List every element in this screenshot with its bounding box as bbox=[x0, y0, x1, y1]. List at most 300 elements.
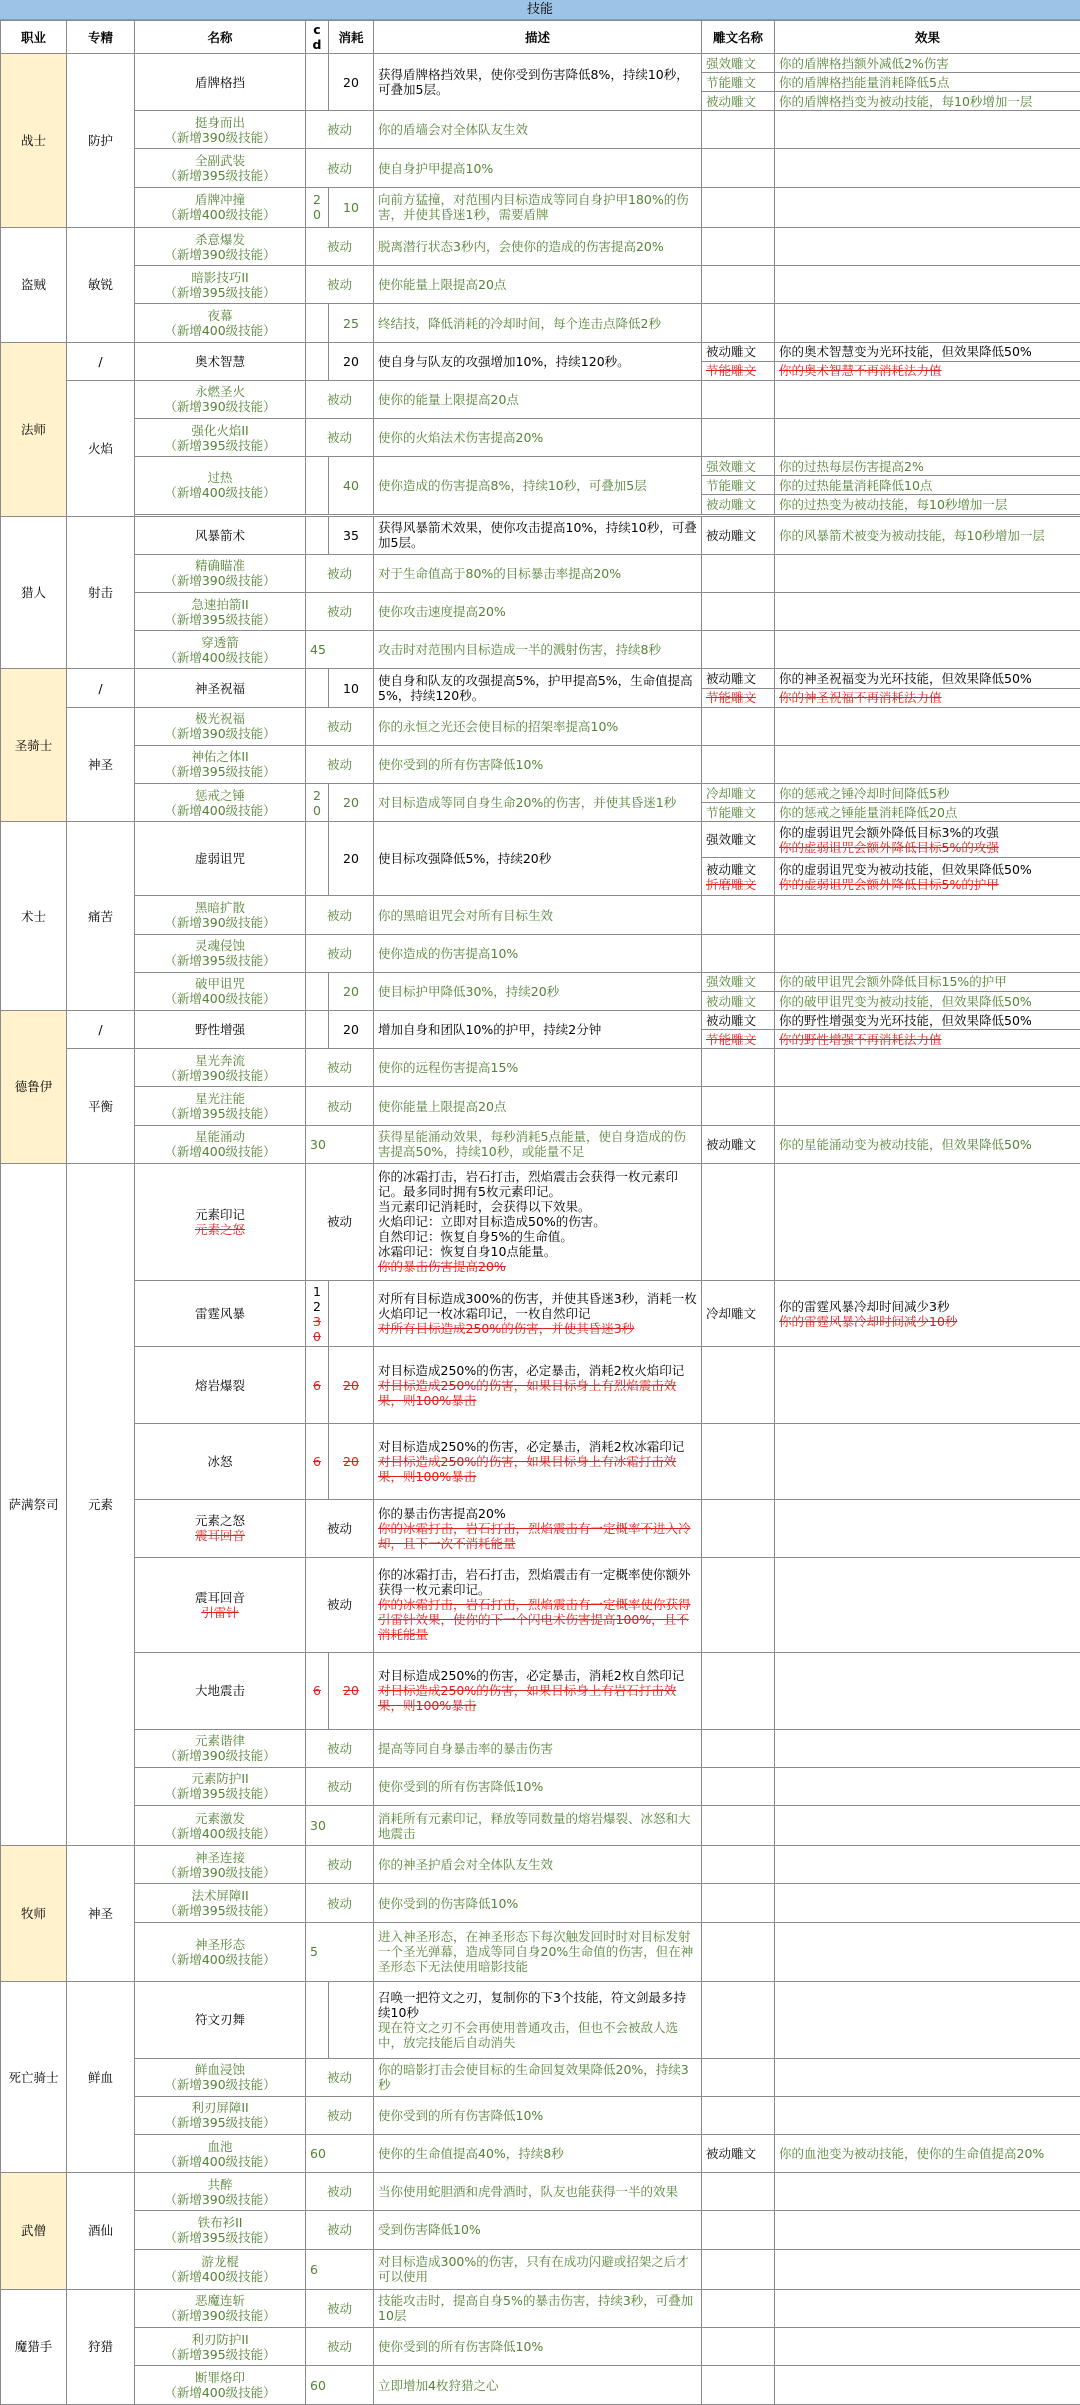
glyph-name bbox=[702, 593, 775, 631]
skill-name: 全副武装 （新增395级技能） bbox=[135, 149, 306, 187]
glyph-effect bbox=[775, 593, 1080, 631]
glyph-name: 被动雕文 折磨雕文 bbox=[702, 858, 775, 896]
cost-cell: 10 bbox=[329, 187, 374, 227]
table-row bbox=[1, 1163, 1080, 1280]
cd-cell bbox=[306, 342, 329, 380]
passive-cell: 被动 bbox=[306, 2096, 374, 2134]
glyph-effect: 你的神圣祝福不再消耗法力值 bbox=[775, 688, 1080, 707]
skill-name: 神圣祝福 bbox=[135, 669, 306, 707]
skill-name: 虚弱诅咒 bbox=[135, 822, 306, 896]
skill-name: 元素防护II （新增395级技能） bbox=[135, 1767, 306, 1805]
cost-cell: 20 bbox=[329, 784, 374, 822]
glyph-effect: 你的奥术智慧不再消耗法力值 bbox=[775, 361, 1080, 380]
glyph-effect bbox=[775, 2366, 1080, 2405]
spec-cell: 鲜血 bbox=[67, 1982, 135, 2173]
glyph-effect bbox=[775, 707, 1080, 745]
class-cell: 牧师 bbox=[1, 1846, 67, 1982]
skill-desc: 进入神圣形态，在神圣形态下每次触发回时时对目标发射一个圣光弹幕，造成等同自身20%生命值的伤害，但在神圣形态下无法使用暗影技能 bbox=[374, 1922, 702, 1981]
table-row bbox=[1, 1500, 1080, 1557]
glyph-name bbox=[702, 934, 775, 972]
glyph-name bbox=[702, 266, 775, 304]
class-cell: 法师 bbox=[1, 342, 67, 516]
cd-cell: 5 bbox=[306, 1922, 374, 1981]
glyph-name: 冷却雕文 bbox=[702, 1280, 775, 1347]
passive-cell: 被动 bbox=[306, 2211, 374, 2249]
skill-name: 永燃圣火 （新增390级技能） bbox=[135, 380, 306, 418]
class-cell: 武僧 bbox=[1, 2173, 67, 2290]
glyph-effect bbox=[775, 419, 1080, 457]
skill-desc: 使你受到的伤害降低10% bbox=[374, 1884, 702, 1922]
glyph-name: 被动雕文 bbox=[702, 2134, 775, 2172]
table-row bbox=[1, 2211, 1080, 2249]
skill-desc: 使你的火焰法术伤害提高20% bbox=[374, 419, 702, 457]
glyph-name bbox=[702, 745, 775, 783]
skill-desc: 召唤一把符文之刃，复制你的下3个技能，符文剑最多持续10秒 现在符文之刃不会再使用普通攻击，但也不会被敌人选中，放完技能后自动消失 bbox=[374, 1982, 702, 2058]
table-row bbox=[1, 2289, 1080, 2327]
glyph-effect: 你的惩戒之锤能量消耗降低20点 bbox=[775, 803, 1080, 822]
skill-name: 熔岩爆裂 bbox=[135, 1347, 306, 1423]
glyph-name bbox=[702, 1087, 775, 1125]
skill-name: 黑暗扩散 （新增390级技能） bbox=[135, 896, 306, 934]
skill-name: 利刃防护II （新增395级技能） bbox=[135, 2328, 306, 2366]
skill-desc: 使你攻击速度提高20% bbox=[374, 593, 702, 631]
spec-cell: 神圣 bbox=[67, 707, 135, 822]
glyph-name bbox=[702, 228, 775, 266]
passive-cell: 被动 bbox=[306, 1087, 374, 1125]
table-row bbox=[1, 342, 1080, 361]
table-row bbox=[1, 593, 1080, 631]
glyph-name: 被动雕文 bbox=[702, 92, 775, 111]
passive-cell: 被动 bbox=[306, 149, 374, 187]
cd-cell: 45 bbox=[306, 631, 374, 669]
skill-desc: 使自身和队友的攻强提高5%，护甲提高5%，生命值提高5%，持续120秒。 bbox=[374, 669, 702, 707]
glyph-effect: 你的星能涌动变为被动技能，但效果降低50% bbox=[775, 1125, 1080, 1163]
skill-desc: 使你造成的伤害提高10% bbox=[374, 934, 702, 972]
skill-name: 穿透箭 （新增400级技能） bbox=[135, 631, 306, 669]
glyph-effect: 你的野性增强变为光环技能，但效果降低50% bbox=[775, 1011, 1080, 1030]
skill-desc: 你的冰霜打击，岩石打击，烈焰震击有一定概率使你额外获得一枚元素印记。 你的冰霜打击，岩石打击，烈焰震击有一定概率使你获得引雷针效果，使你的下一个闪电术伤害提高100%，且不消耗能量 bbox=[374, 1557, 702, 1653]
skill-name: 断罪烙印 （新增400级技能） bbox=[135, 2366, 306, 2405]
glyph-name: 强效雕文 bbox=[702, 972, 775, 991]
cd-cell bbox=[306, 1982, 329, 2058]
class-cell: 死亡骑士 bbox=[1, 1982, 67, 2173]
spec-cell: 元素 bbox=[67, 1163, 135, 1845]
glyph-effect bbox=[775, 2058, 1080, 2096]
skill-desc: 使你受到的所有伤害降低10% bbox=[374, 2328, 702, 2366]
table-row bbox=[1, 1884, 1080, 1922]
table-banner: 技能 bbox=[0, 0, 1080, 20]
skill-desc: 你的冰霜打击，岩石打击，烈焰震击会获得一枚元素印记。最多同时拥有5枚元素印记。 当元素印记消耗时，会获得以下效果。 火焰印记：立即对目标造成50%的伤害。 自然印记：恢复自身5%的生命值。 冰霜印记：恢复自身10点能量。 你的暴击伤害提高20% bbox=[374, 1163, 702, 1280]
skill-name: 挺身而出 （新增390级技能） bbox=[135, 111, 306, 149]
skill-name: 神圣连接 （新增390级技能） bbox=[135, 1846, 306, 1884]
table-row bbox=[1, 2366, 1080, 2405]
skill-desc: 你的神圣护盾会对全体队友生效 bbox=[374, 1846, 702, 1884]
table-row bbox=[1, 54, 1080, 73]
glyph-name: 节能雕文 bbox=[702, 1030, 775, 1049]
passive-cell: 被动 bbox=[306, 1557, 374, 1653]
glyph-name bbox=[702, 1049, 775, 1087]
glyph-effect bbox=[775, 1846, 1080, 1884]
table-row bbox=[1, 1982, 1080, 2058]
table-row bbox=[1, 516, 1080, 554]
skill-desc: 攻击时对范围内目标造成一半的溅射伤害，持续8秒 bbox=[374, 631, 702, 669]
cost-cell: 40 bbox=[329, 457, 374, 514]
cd-cell bbox=[306, 669, 329, 707]
table-row bbox=[1, 457, 1080, 476]
spec-cell: 平衡 bbox=[67, 1049, 135, 1164]
passive-cell: 被动 bbox=[306, 593, 374, 631]
glyph-name bbox=[702, 380, 775, 418]
passive-cell: 被动 bbox=[306, 1846, 374, 1884]
glyph-name: 节能雕文 bbox=[702, 688, 775, 707]
glyph-name: 被动雕文 bbox=[702, 1011, 775, 1030]
cost-cell: 20 bbox=[329, 1653, 374, 1729]
glyph-effect bbox=[775, 934, 1080, 972]
skill-name: 破甲诅咒 （新增400级技能） bbox=[135, 972, 306, 1010]
skill-name: 惩戒之锤 （新增400级技能） bbox=[135, 784, 306, 822]
table-row bbox=[1, 896, 1080, 934]
glyph-effect: 你的过热变为被动技能，每10秒增加一层 bbox=[775, 495, 1080, 514]
table-row bbox=[1, 1011, 1080, 1030]
skill-name: 共醉 （新增390级技能） bbox=[135, 2173, 306, 2211]
glyph-name bbox=[702, 707, 775, 745]
table-row bbox=[1, 1087, 1080, 1125]
glyph-name: 被动雕文 bbox=[702, 516, 775, 554]
glyph-name bbox=[702, 149, 775, 187]
skill-desc: 增加自身和团队10%的护甲，持续2分钟 bbox=[374, 1011, 702, 1049]
glyph-effect: 你的盾牌格挡变为被动技能，每10秒增加一层 bbox=[775, 92, 1080, 111]
skill-name: 元素印记 元素之怒 bbox=[135, 1163, 306, 1280]
glyph-name bbox=[702, 2211, 775, 2249]
skill-name: 盾牌冲撞 （新增400级技能） bbox=[135, 187, 306, 227]
glyph-effect bbox=[775, 1767, 1080, 1805]
glyph-effect: 你的风暴箭术被变为被动技能，每10秒增加一层 bbox=[775, 516, 1080, 554]
glyph-effect bbox=[775, 1884, 1080, 1922]
glyph-effect bbox=[775, 2249, 1080, 2289]
glyph-name bbox=[702, 631, 775, 669]
skill-name: 星光奔流 （新增390级技能） bbox=[135, 1049, 306, 1087]
spec-cell: / bbox=[67, 342, 135, 380]
glyph-name bbox=[702, 304, 775, 342]
table-row bbox=[1, 304, 1080, 342]
table-row bbox=[1, 2058, 1080, 2096]
spec-cell: 射击 bbox=[67, 516, 135, 669]
glyph-name bbox=[702, 1805, 775, 1845]
table-row bbox=[1, 2249, 1080, 2289]
glyph-name bbox=[702, 1653, 775, 1729]
cost-cell bbox=[329, 1280, 374, 1347]
glyph-effect bbox=[775, 380, 1080, 418]
table-row bbox=[1, 745, 1080, 783]
spec-cell: 火焰 bbox=[67, 380, 135, 516]
table-row bbox=[1, 2096, 1080, 2134]
cd-cell bbox=[306, 516, 329, 554]
passive-cell: 被动 bbox=[306, 266, 374, 304]
glyph-name bbox=[702, 1163, 775, 1280]
skill-desc: 对目标造成250%的伤害，必定暴击，消耗2枚自然印记 对目标造成250%的伤害，如果目标身上有岩石打击效果，则100%暴击 bbox=[374, 1653, 702, 1729]
glyph-effect bbox=[775, 2173, 1080, 2211]
table-row bbox=[1, 1653, 1080, 1729]
skill-name: 雷霆风暴 bbox=[135, 1280, 306, 1347]
glyph-effect bbox=[775, 1347, 1080, 1423]
skill-desc: 使你受到的所有伤害降低10% bbox=[374, 1767, 702, 1805]
table-row bbox=[1, 1280, 1080, 1347]
skill-name: 灵魂侵蚀 （新增395级技能） bbox=[135, 934, 306, 972]
skill-name: 强化火焰II （新增395级技能） bbox=[135, 419, 306, 457]
table-row bbox=[1, 934, 1080, 972]
glyph-effect bbox=[775, 2289, 1080, 2327]
glyph-effect bbox=[775, 1163, 1080, 1280]
cd-cell: 60 bbox=[306, 2134, 374, 2172]
cost-cell: 20 bbox=[329, 1423, 374, 1499]
glyph-effect: 你的奥术智慧变为光环技能，但效果降低50% bbox=[775, 342, 1080, 361]
skill-name: 风暴箭术 bbox=[135, 516, 306, 554]
passive-cell: 被动 bbox=[306, 1884, 374, 1922]
glyph-name bbox=[702, 554, 775, 592]
spec-cell: 狩猎 bbox=[67, 2289, 135, 2404]
table-row bbox=[1, 380, 1080, 418]
skill-desc: 使自身护甲提高10% bbox=[374, 149, 702, 187]
glyph-effect: 你的血池变为被动技能，使你的生命值提高20% bbox=[775, 2134, 1080, 2172]
skill-desc: 对目标造成300%的伤害，只有在成功闪避或招架之后才可以使用 bbox=[374, 2249, 702, 2289]
cd-cell bbox=[306, 972, 329, 1010]
table-row bbox=[1, 1729, 1080, 1767]
glyph-effect: 你的过热每层伤害提高2% bbox=[775, 457, 1080, 476]
skill-desc: 对目标造成250%的伤害，必定暴击，消耗2枚冰霜印记 对目标造成250%的伤害，如果目标身上有冰霜打击效果，则100%暴击 bbox=[374, 1423, 702, 1499]
cd-cell: 20 bbox=[306, 784, 329, 822]
skill-name: 利刃屏障II （新增395级技能） bbox=[135, 2096, 306, 2134]
skill-name: 震耳回音 引雷针 bbox=[135, 1557, 306, 1653]
col-header-glyph: 雕文名称 bbox=[702, 21, 775, 54]
glyph-effect bbox=[775, 896, 1080, 934]
col-header-cost: 消耗 bbox=[329, 21, 374, 54]
glyph-name bbox=[702, 419, 775, 457]
col-header-cd: cd bbox=[306, 21, 329, 54]
skill-name: 精确瞄准 （新增390级技能） bbox=[135, 554, 306, 592]
class-cell: 盗贼 bbox=[1, 228, 67, 343]
skill-name: 盾牌格挡 bbox=[135, 54, 306, 111]
skill-name: 铁布衫II （新增395级技能） bbox=[135, 2211, 306, 2249]
spec-cell: 神圣 bbox=[67, 1846, 135, 1982]
glyph-name: 被动雕文 bbox=[702, 669, 775, 688]
glyph-effect bbox=[775, 745, 1080, 783]
table-row bbox=[1, 2173, 1080, 2211]
table-row bbox=[1, 669, 1080, 688]
skill-desc: 对目标造成250%的伤害，必定暴击，消耗2枚火焰印记 对目标造成250%的伤害，如果目标身上有烈焰震击效果，则100%暴击 bbox=[374, 1347, 702, 1423]
col-header-spec: 专精 bbox=[67, 21, 135, 54]
glyph-effect bbox=[775, 1423, 1080, 1499]
glyph-effect bbox=[775, 1049, 1080, 1087]
spec-cell: 防护 bbox=[67, 54, 135, 228]
glyph-effect bbox=[775, 1557, 1080, 1653]
glyph-effect: 你的破甲诅咒会额外降低目标15%的护甲 bbox=[775, 972, 1080, 991]
glyph-effect bbox=[775, 228, 1080, 266]
glyph-effect bbox=[775, 1653, 1080, 1729]
glyph-name: 被动雕文 bbox=[702, 495, 775, 514]
skill-desc: 使你能量上限提高20点 bbox=[374, 266, 702, 304]
passive-cell: 被动 bbox=[306, 554, 374, 592]
skill-desc: 使你的能量上限提高20点 bbox=[374, 380, 702, 418]
skill-name: 游龙棍 （新增400级技能） bbox=[135, 2249, 306, 2289]
glyph-effect bbox=[775, 631, 1080, 669]
skill-desc: 向前方猛撞，对范围内目标造成等同自身护甲180%的伤害，并使其昏迷1秒，需要盾牌 bbox=[374, 187, 702, 227]
skill-desc: 对所有目标造成300%的伤害，并使其昏迷3秒，消耗一枚火焰印记一枚冰霜印记，一枚自然印记 对所有目标造成250%的伤害，并使其昏迷3秒 bbox=[374, 1280, 702, 1347]
glyph-name: 节能雕文 bbox=[702, 361, 775, 380]
skill-desc: 技能攻击时，提高自身5%的暴击伤害，持续3秒，可叠加10层 bbox=[374, 2289, 702, 2327]
table-row bbox=[1, 1805, 1080, 1845]
skill-name: 元素之怒 震耳回音 bbox=[135, 1500, 306, 1557]
glyph-effect bbox=[775, 111, 1080, 149]
glyph-name bbox=[702, 2096, 775, 2134]
glyph-name: 被动雕文 bbox=[702, 342, 775, 361]
skill-name: 神圣形态 （新增400级技能） bbox=[135, 1922, 306, 1981]
cd-cell bbox=[306, 457, 329, 514]
skill-desc: 脱离潜行状态3秒内，会使你的造成的伤害提高20% bbox=[374, 228, 702, 266]
glyph-effect bbox=[775, 187, 1080, 227]
skill-name: 夜幕 （新增400级技能） bbox=[135, 304, 306, 342]
skill-name: 冰怒 bbox=[135, 1423, 306, 1499]
skill-desc: 终结技，降低消耗的冷却时间，每个连击点降低2秒 bbox=[374, 304, 702, 342]
spec-cell: 酒仙 bbox=[67, 2173, 135, 2290]
skill-name: 急速拍箭II （新增395级技能） bbox=[135, 593, 306, 631]
cd-cell: 6 bbox=[306, 1347, 329, 1423]
skill-desc: 使目标护甲降低30%，持续20秒 bbox=[374, 972, 702, 1010]
cd-cell bbox=[306, 54, 329, 111]
cd-cell bbox=[306, 822, 329, 896]
class-cell: 战士 bbox=[1, 54, 67, 228]
cd-cell: 60 bbox=[306, 2366, 374, 2405]
passive-cell: 被动 bbox=[306, 2328, 374, 2366]
cost-cell: 20 bbox=[329, 1347, 374, 1423]
table-row bbox=[1, 2134, 1080, 2172]
cost-cell: 20 bbox=[329, 972, 374, 1010]
skill-desc: 获得星能涌动效果，每秒消耗5点能量，使自身造成的伤害提高50%，持续10秒，或能量不足 bbox=[374, 1125, 702, 1163]
glyph-name bbox=[702, 2289, 775, 2327]
glyph-effect bbox=[775, 149, 1080, 187]
glyph-name: 强效雕文 bbox=[702, 822, 775, 858]
passive-cell: 被动 bbox=[306, 1049, 374, 1087]
passive-cell: 被动 bbox=[306, 1729, 374, 1767]
glyph-effect bbox=[775, 554, 1080, 592]
cost-cell: 25 bbox=[329, 304, 374, 342]
skill-desc: 受到伤害降低10% bbox=[374, 2211, 702, 2249]
skill-desc: 使自身与队友的攻强增加10%，持续120秒。 bbox=[374, 342, 702, 380]
cd-cell bbox=[306, 304, 329, 342]
glyph-name bbox=[702, 2058, 775, 2096]
cd-cell: 6 bbox=[306, 2249, 374, 2289]
glyph-name bbox=[702, 2173, 775, 2211]
table-row bbox=[1, 1125, 1080, 1163]
glyph-name: 节能雕文 bbox=[702, 73, 775, 92]
glyph-effect: 你的盾牌格挡能量消耗降低5点 bbox=[775, 73, 1080, 92]
glyph-effect: 你的过热能量消耗降低10点 bbox=[775, 476, 1080, 495]
skill-name: 符文刃舞 bbox=[135, 1982, 306, 2058]
glyph-name: 节能雕文 bbox=[702, 476, 775, 495]
glyph-name bbox=[702, 896, 775, 934]
glyph-name: 冷却雕文 bbox=[702, 784, 775, 803]
glyph-name: 节能雕文 bbox=[702, 803, 775, 822]
passive-cell: 被动 bbox=[306, 228, 374, 266]
table-row bbox=[1, 784, 1080, 803]
cost-cell: 20 bbox=[329, 1011, 374, 1049]
glyph-name: 强效雕文 bbox=[702, 457, 775, 476]
cd-cell: 30 bbox=[306, 1805, 374, 1845]
glyph-effect: 你的野性增强不再消耗法力值 bbox=[775, 1030, 1080, 1049]
cd-cell: 6 bbox=[306, 1423, 329, 1499]
class-cell: 德鲁伊 bbox=[1, 1011, 67, 1164]
skill-desc: 你的暗影打击会使目标的生命回复效果降低20%，持续3秒 bbox=[374, 2058, 702, 2096]
glyph-effect bbox=[775, 2328, 1080, 2366]
glyph-name bbox=[702, 1729, 775, 1767]
skill-name: 神佑之体II （新增395级技能） bbox=[135, 745, 306, 783]
glyph-name bbox=[702, 111, 775, 149]
glyph-name bbox=[702, 1347, 775, 1423]
table-row bbox=[1, 972, 1080, 991]
skill-name: 大地震击 bbox=[135, 1653, 306, 1729]
table-row bbox=[1, 1557, 1080, 1653]
glyph-effect bbox=[775, 266, 1080, 304]
glyph-name bbox=[702, 187, 775, 227]
glyph-name bbox=[702, 1500, 775, 1557]
class-cell: 萨满祭司 bbox=[1, 1163, 67, 1845]
spec-cell: 敏锐 bbox=[67, 228, 135, 343]
skill-name: 法术屏障II （新增395级技能） bbox=[135, 1884, 306, 1922]
table-row bbox=[1, 822, 1080, 858]
class-cell: 圣骑士 bbox=[1, 669, 67, 822]
cost-cell: 20 bbox=[329, 822, 374, 896]
passive-cell: 被动 bbox=[306, 934, 374, 972]
table-row bbox=[1, 228, 1080, 266]
cd-cell bbox=[306, 1011, 329, 1049]
table-row bbox=[1, 187, 1080, 227]
glyph-name bbox=[702, 2366, 775, 2405]
skill-desc: 对于生命值高于80%的目标暴击率提高20% bbox=[374, 554, 702, 592]
cost-cell: 35 bbox=[329, 516, 374, 554]
skill-name: 星能涌动 （新增400级技能） bbox=[135, 1125, 306, 1163]
table-row bbox=[1, 707, 1080, 745]
glyph-effect: 你的神圣祝福变为光环技能，但效果降低50% bbox=[775, 669, 1080, 688]
glyph-effect bbox=[775, 1087, 1080, 1125]
table-row bbox=[1, 419, 1080, 457]
table-row bbox=[1, 2328, 1080, 2366]
glyph-effect bbox=[775, 1500, 1080, 1557]
passive-cell: 被动 bbox=[306, 2058, 374, 2096]
glyph-name: 被动雕文 bbox=[702, 1125, 775, 1163]
glyph-effect bbox=[775, 1922, 1080, 1981]
passive-cell: 被动 bbox=[306, 745, 374, 783]
skill-desc: 获得风暴箭术效果，使你攻击提高10%，持续10秒，可叠加5层。 bbox=[374, 516, 702, 554]
cd-cell: 30 bbox=[306, 1125, 374, 1163]
skill-desc: 使你造成的伤害提高8%，持续10秒，可叠加5层 bbox=[374, 457, 702, 514]
table-row bbox=[1, 1846, 1080, 1884]
table-row bbox=[1, 1049, 1080, 1087]
col-header-effect: 效果 bbox=[775, 21, 1080, 54]
cd-cell: 20 bbox=[306, 187, 329, 227]
skill-name: 鲜血浸蚀 （新增390级技能） bbox=[135, 2058, 306, 2096]
skill-desc: 提高等同自身暴击率的暴击伤害 bbox=[374, 1729, 702, 1767]
skill-name: 星光注能 （新增395级技能） bbox=[135, 1087, 306, 1125]
skill-desc: 使你的远程伤害提高15% bbox=[374, 1049, 702, 1087]
skill-name: 杀意爆发 （新增390级技能） bbox=[135, 228, 306, 266]
skill-table bbox=[0, 20, 1080, 2405]
class-cell: 术士 bbox=[1, 822, 67, 1011]
skill-desc: 消耗所有元素印记，释放等同数量的熔岩爆裂、冰怒和大地震击 bbox=[374, 1805, 702, 1845]
skill-name: 极光祝福 （新增390级技能） bbox=[135, 707, 306, 745]
skill-name: 血池 （新增400级技能） bbox=[135, 2134, 306, 2172]
cost-cell: 10 bbox=[329, 669, 374, 707]
passive-cell: 被动 bbox=[306, 707, 374, 745]
class-cell: 猎人 bbox=[1, 516, 67, 669]
